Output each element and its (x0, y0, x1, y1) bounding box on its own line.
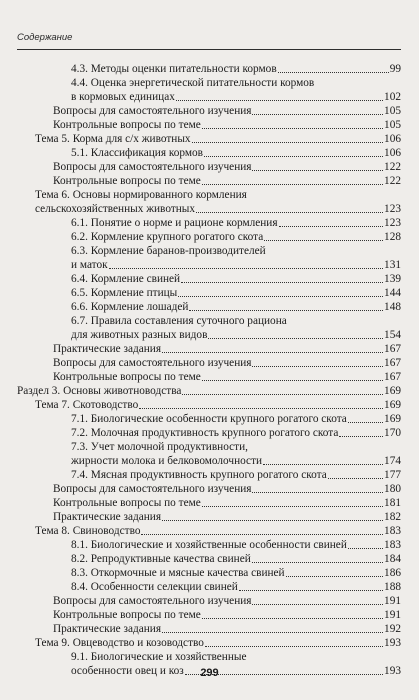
toc-page-number: 193 (384, 637, 401, 649)
dot-leader (162, 352, 383, 353)
table-of-contents (17, 62, 401, 678)
toc-entry (17, 286, 401, 300)
toc-page-number: 182 (384, 511, 401, 523)
dot-leader (204, 156, 383, 157)
toc-entry-title: 4.3. Методы оценки питательности кормов (71, 63, 277, 75)
dot-leader (339, 436, 383, 437)
toc-entry-title: 6.6. Кормление лошадей (71, 301, 189, 313)
toc-page-number: 123 (384, 203, 401, 215)
toc-entry (17, 244, 401, 272)
toc-page-number: 167 (384, 357, 401, 369)
toc-page-number: 123 (384, 217, 401, 229)
dot-leader (252, 114, 383, 115)
dot-leader (162, 632, 383, 633)
toc-entry-title: Контрольные вопросы по теме (53, 175, 201, 187)
toc-page-number: 167 (384, 343, 401, 355)
dot-leader (192, 142, 383, 143)
toc-entry (17, 580, 401, 594)
toc-entry-title: Практические задания (53, 511, 162, 523)
toc-page-number: 169 (384, 385, 401, 397)
toc-page-number: 122 (384, 161, 401, 173)
toc-page-number: 191 (384, 609, 401, 621)
dot-leader (202, 128, 383, 129)
toc-page-number: 188 (384, 581, 401, 593)
toc-entry (17, 230, 401, 244)
toc-entry (17, 216, 401, 230)
toc-entry-title: Контрольные вопросы по теме (53, 371, 201, 383)
toc-entry (17, 398, 401, 412)
dot-leader (141, 534, 383, 535)
toc-page-number: 99 (389, 63, 401, 75)
toc-entry-title: 8.4. Особенности селекции свиней (71, 581, 238, 593)
toc-entry-title-line: 6.7. Правила составления суточного рациона (71, 315, 287, 327)
toc-entry (17, 174, 401, 188)
toc-entry-title: Контрольные вопросы по теме (53, 119, 201, 131)
toc-entry-title: Тема 9. Овцеводство и козоводство (35, 637, 204, 649)
toc-entry (17, 132, 401, 146)
dot-leader (328, 478, 383, 479)
dot-leader (162, 520, 383, 521)
dot-leader (263, 464, 383, 465)
toc-entry (17, 104, 401, 118)
dot-leader (139, 408, 383, 409)
running-head: Содержание (17, 32, 73, 43)
toc-entry-title: жирности молока и белковомолочности (71, 455, 263, 467)
header-rule (17, 49, 401, 50)
toc-entry-title: Практические задания (53, 623, 162, 635)
toc-page-number: 180 (384, 483, 401, 495)
toc-page-number: 105 (384, 105, 401, 117)
toc-entry (17, 608, 401, 622)
toc-entry (17, 272, 401, 286)
toc-entry (17, 160, 401, 174)
toc-page-number: 167 (384, 371, 401, 383)
toc-entry-title: Вопросы для самостоятельного изучения (53, 483, 252, 495)
toc-page-number: 183 (384, 539, 401, 551)
toc-entry-title: 5.1. Классификация кормов (71, 147, 204, 159)
dot-leader (252, 492, 383, 493)
toc-page-number: 193 (384, 665, 401, 677)
toc-entry (17, 62, 401, 76)
toc-entry-title: 7.1. Биологические особенности крупного рогатого скота (71, 413, 347, 425)
toc-page-number: 105 (384, 119, 401, 131)
toc-page-number: 154 (384, 329, 401, 341)
toc-page-number: 169 (384, 413, 401, 425)
toc-entry-title: Вопросы для самостоятельного изучения (53, 105, 252, 117)
toc-entry (17, 314, 401, 342)
toc-entry (17, 440, 401, 468)
toc-entry-title-line: 4.4. Оценка энергетической питательности кормов (71, 77, 315, 89)
toc-entry (17, 482, 401, 496)
toc-page-number: 183 (384, 525, 401, 537)
dot-leader (252, 604, 383, 605)
toc-entry (17, 412, 401, 426)
dot-leader (239, 590, 383, 591)
toc-entry-title: 7.4. Мясная продуктивность крупного рогатого скота (71, 469, 327, 481)
toc-entry (17, 496, 401, 510)
dot-leader (348, 422, 383, 423)
dot-leader (286, 576, 383, 577)
toc-page-number: 131 (384, 259, 401, 271)
toc-entry-title-line: 7.3. Учет молочной продуктивности, (71, 441, 248, 453)
toc-entry-title: 8.2. Репродуктивные качества свиней (71, 553, 251, 565)
toc-entry (17, 468, 401, 482)
toc-entry (17, 188, 401, 216)
dot-leader (348, 548, 383, 549)
toc-entry-title: Раздел 3. Основы животноводства (17, 385, 182, 397)
toc-entry-title: Контрольные вопросы по теме (53, 497, 201, 509)
toc-entry (17, 356, 401, 370)
toc-entry-title: сельскохозяйственных животных (35, 203, 196, 215)
toc-page-number: 106 (384, 147, 401, 159)
toc-page-number: 144 (384, 287, 401, 299)
toc-page-number: 192 (384, 623, 401, 635)
toc-entry-title: для животных разных видов (71, 329, 208, 341)
dot-leader (182, 394, 383, 395)
dot-leader (176, 100, 383, 101)
toc-entry (17, 524, 401, 538)
toc-entry-title: в кормовых единицах (71, 91, 175, 103)
toc-page-number: 191 (384, 595, 401, 607)
toc-page-number: 148 (384, 301, 401, 313)
toc-entry (17, 566, 401, 580)
toc-entry-title: Тема 5. Корма для с/х животных (35, 133, 191, 145)
dot-leader (202, 380, 383, 381)
toc-entry (17, 636, 401, 650)
dot-leader (205, 646, 383, 647)
toc-page-number: 186 (384, 567, 401, 579)
toc-entry-title: 7.2. Молочная продуктивность крупного рогатого скота (71, 427, 339, 439)
toc-entry (17, 146, 401, 160)
toc-entry-title: особенности овец и коз (71, 665, 184, 677)
dot-leader (181, 282, 383, 283)
toc-page-number: 177 (384, 469, 401, 481)
dot-leader (278, 72, 389, 73)
toc-entry-title: 6.1. Понятие о норме и рационе кормления (71, 217, 278, 229)
toc-page-number: 139 (384, 273, 401, 285)
toc-entry (17, 342, 401, 356)
dot-leader (264, 240, 383, 241)
toc-page-number: 169 (384, 399, 401, 411)
toc-entry-title-line: 9.1. Биологические и хозяйственные (71, 651, 247, 663)
toc-entry-title: Вопросы для самостоятельного изучения (53, 161, 252, 173)
toc-entry-title-line: Тема 6. Основы нормированного кормления (35, 189, 247, 201)
toc-entry-title: Тема 8. Свиноводство (35, 525, 141, 537)
toc-entry-title: Практические задания (53, 343, 162, 355)
dot-leader (208, 338, 383, 339)
toc-entry (17, 552, 401, 566)
toc-page-number: 181 (384, 497, 401, 509)
toc-page-number: 170 (384, 427, 401, 439)
toc-page-number: 106 (384, 133, 401, 145)
toc-entry-title: 6.2. Кормление крупного рогатого скота (71, 231, 264, 243)
toc-entry (17, 426, 401, 440)
dot-leader (109, 268, 383, 269)
toc-entry-title: 6.4. Кормление свиней (71, 273, 181, 285)
dot-leader (202, 506, 383, 507)
toc-entry-title: 8.3. Откормочные и мясные качества свиней (71, 567, 285, 579)
page-number: 299 (200, 667, 219, 679)
toc-entry-title: Вопросы для самостоятельного изучения (53, 357, 252, 369)
toc-page-number: 122 (384, 175, 401, 187)
toc-entry (17, 118, 401, 132)
dot-leader (196, 212, 383, 213)
dot-leader (252, 366, 383, 367)
toc-entry-title: Вопросы для самостоятельного изучения (53, 595, 252, 607)
toc-entry-title: 6.5. Кормление птицы (71, 287, 178, 299)
toc-entry-title-line: 6.3. Кормление баранов-производителей (71, 245, 266, 257)
toc-entry-title: 8.1. Биологические и хозяйственные особенности свиней (71, 539, 347, 551)
dot-leader (189, 310, 383, 311)
dot-leader (178, 296, 383, 297)
toc-entry (17, 300, 401, 314)
dot-leader (252, 170, 383, 171)
toc-page-number: 174 (384, 455, 401, 467)
toc-entry-title: Контрольные вопросы по теме (53, 609, 201, 621)
toc-entry-title: Тема 7. Скотоводство (35, 399, 139, 411)
dot-leader (202, 184, 383, 185)
dot-leader (279, 226, 383, 227)
toc-entry (17, 384, 401, 398)
toc-entry (17, 370, 401, 384)
toc-page-number: 184 (384, 553, 401, 565)
dot-leader (252, 562, 383, 563)
toc-page-number: 102 (384, 91, 401, 103)
toc-entry (17, 622, 401, 636)
toc-entry (17, 76, 401, 104)
toc-entry (17, 538, 401, 552)
toc-entry-title: и маток (71, 259, 108, 271)
dot-leader (202, 618, 383, 619)
toc-entry (17, 510, 401, 524)
toc-entry (17, 594, 401, 608)
toc-page-number: 128 (384, 231, 401, 243)
